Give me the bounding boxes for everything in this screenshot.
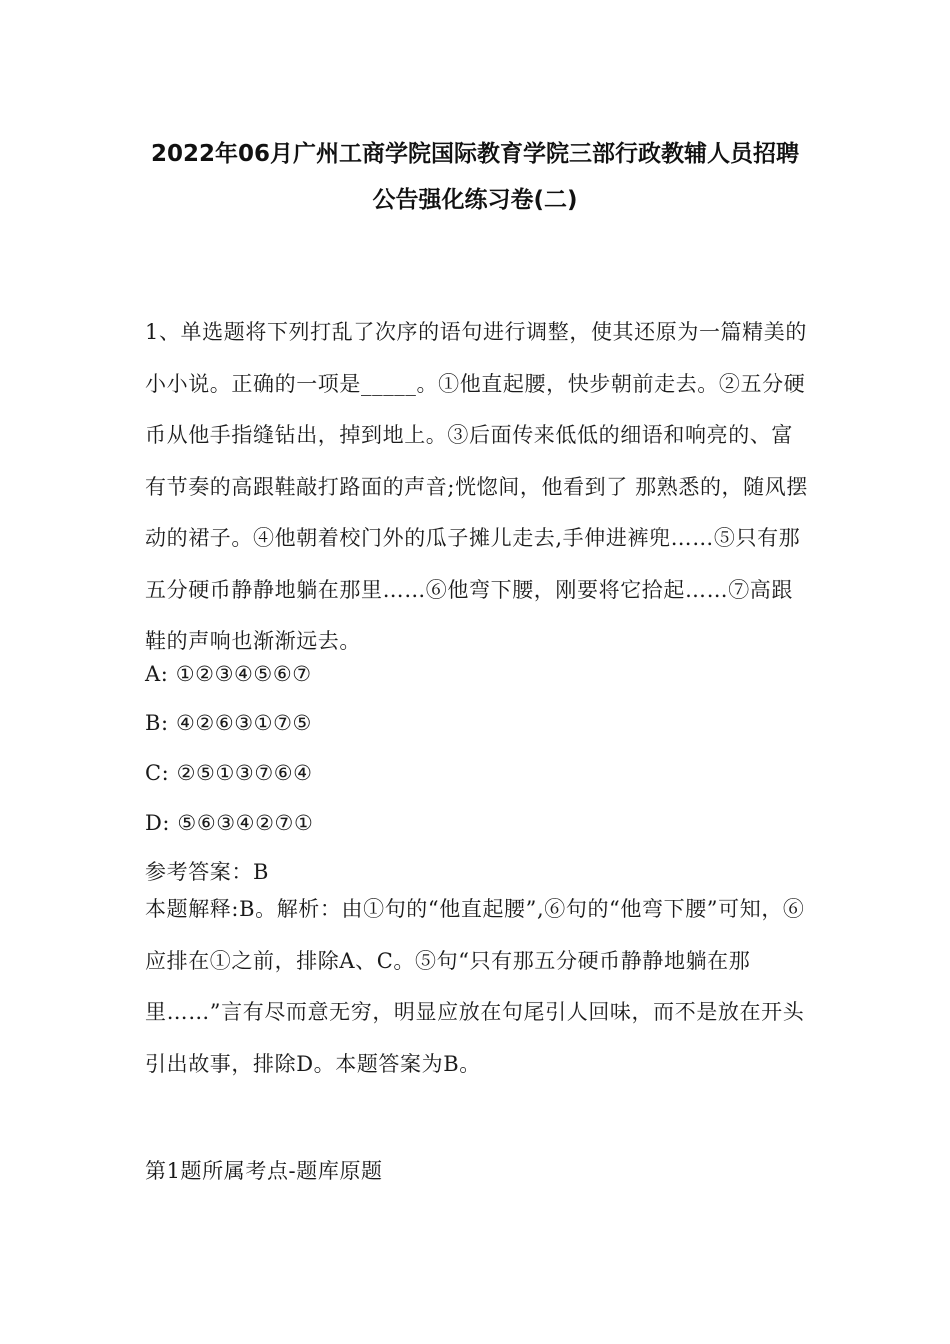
answer-explanation: 本题解释:B。解析：由①句的“他直起腰”,⑥句的“他弯下腰”可知，⑥应排在①之前，排除A、C。⑤句“只有那五分硬币静静地躺在那里……”言有尽而意无穷，明显应放在句尾引人回味，而不是放在开头引出故事，排除D。本题答案为B。: [145, 897, 805, 1076]
document-title: [100, 131, 850, 223]
title-line-2: 公告强化练习卷(二): [372, 187, 578, 213]
option-b: B: ④②⑥③①⑦⑤: [145, 711, 312, 735]
reference-answer: 参考答案：B: [145, 860, 270, 884]
option-c: C: ②⑤①③⑦⑥④: [145, 761, 313, 785]
knowledge-point: 第1题所属考点-题库原题: [145, 1159, 383, 1183]
option-a: A: ①②③④⑤⑥⑦: [145, 662, 312, 686]
question-text: 1、单选题将下列打乱了次序的语句进行调整，使其还原为一篇精美的小小说。正确的一项是_____。①他直起腰，快步朝前走去。②五分硬币从他手指缝钻出，掉到地上。③后面传来低低的细语和响亮的、富有节奏的高跟鞋敲打路面的声音;恍惚间，他看到了 那熟悉的，随风摆动的裙子。④他朝着校门外的瓜子摊儿走去,手伸进裤兜……⑤只有那五分硬币静静地躺在那里……⑥他弯下腰，刚要将它拾起……⑦高跟鞋的声响也渐渐远去。: [145, 320, 808, 653]
title-line-1: 2022年06月广州工商学院国际教育学院三部行政教辅人员招聘: [150, 141, 800, 167]
option-d: D: ⑤⑥③④②⑦①: [145, 811, 314, 835]
